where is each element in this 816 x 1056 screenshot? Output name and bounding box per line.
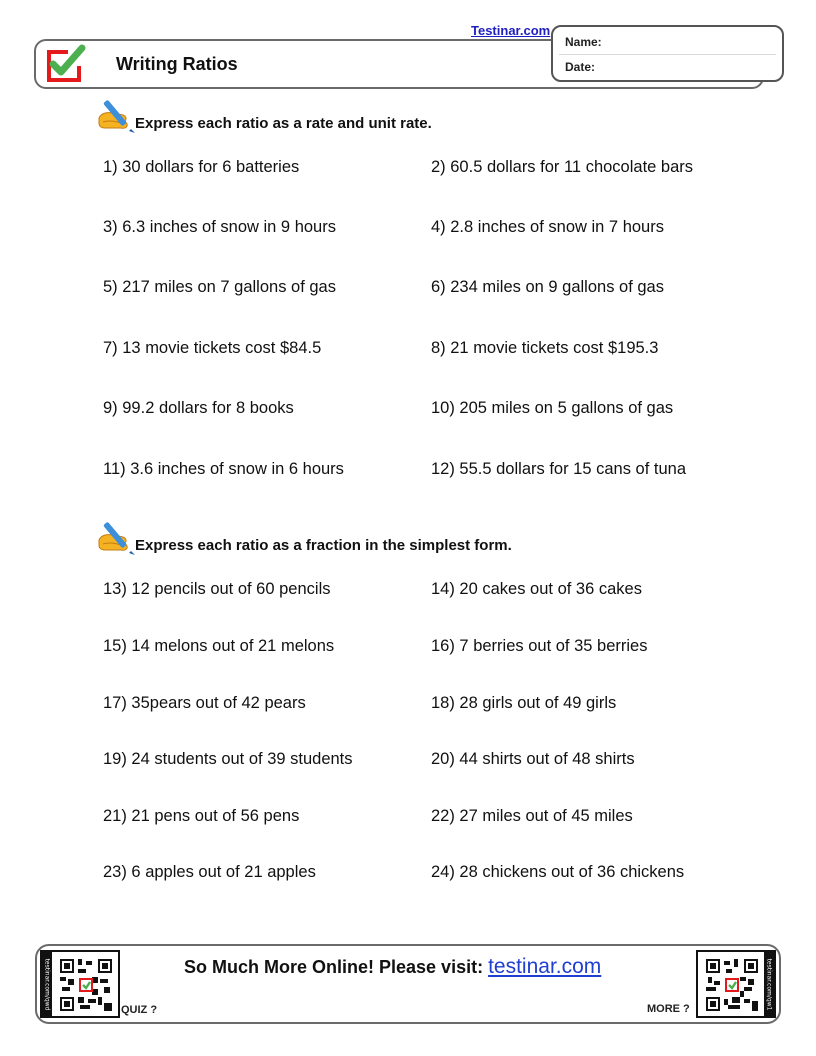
checkbox-check-icon [44, 44, 88, 84]
problem-2: 2) 60.5 dollars for 11 chocolate bars [431, 158, 694, 176]
problem-5: 5) 217 miles on 7 gallons of gas [103, 278, 336, 296]
problem-23: 23) 6 apples out of 21 apples [103, 863, 316, 881]
date-field-label[interactable]: Date: [565, 60, 596, 74]
problem-16: 16) 7 berries out of 35 berries [431, 637, 648, 655]
worksheet-title: Writing Ratios [116, 54, 238, 74]
problem-3: 3) 6.3 inches of snow in 9 hours [103, 218, 336, 236]
hand-pencil-icon [97, 518, 137, 556]
problem-21: 21) 21 pens out of 56 pens [103, 807, 300, 825]
name-date-divider [559, 54, 776, 55]
problem-20: 20) 44 shirts out of 48 shirts [431, 750, 635, 768]
hand-pencil-icon [97, 96, 137, 134]
problem-22: 22) 27 miles out of 45 miles [431, 807, 633, 825]
qr-caption-strip: testinar.com/qwd [42, 952, 52, 1016]
quiz-qr-code[interactable] [40, 950, 120, 1018]
qr-code-icon [706, 959, 758, 1011]
problem-17: 17) 35pears out of 42 pears [103, 694, 306, 712]
qr-caption-strip: testinar.com/qw1 [764, 952, 774, 1016]
problem-14: 14) 20 cakes out of 36 cakes [431, 580, 642, 598]
brand-link[interactable]: Testinar.com [471, 23, 551, 38]
problem-19: 19) 24 students out of 39 students [103, 750, 353, 768]
name-field-label[interactable]: Name: [565, 35, 602, 49]
problem-18: 18) 28 girls out of 49 girls [431, 694, 617, 712]
more-qr-code[interactable] [696, 950, 776, 1018]
name-date-box [551, 25, 784, 82]
section-2-instruction [97, 518, 512, 556]
testinar-link[interactable]: testinar.com [488, 955, 602, 978]
quiz-label[interactable]: QUIZ ? [121, 1004, 158, 1016]
problem-11: 11) 3.6 inches of snow in 6 hours [103, 460, 344, 478]
promo-text: So Much More Online! Please visit: testinar.com [184, 955, 602, 978]
problem-13: 13) 12 pencils out of 60 pencils [103, 580, 331, 598]
more-label[interactable]: MORE ? [647, 1003, 690, 1015]
problem-9: 9) 99.2 dollars for 8 books [103, 399, 294, 417]
problem-8: 8) 21 movie tickets cost $195.3 [431, 339, 659, 357]
problem-7: 7) 13 movie tickets cost $84.5 [103, 339, 322, 357]
qr-code-icon [60, 959, 112, 1011]
instruction-text: Express each ratio as a fraction in the simplest form. [135, 537, 512, 554]
problem-10: 10) 205 miles on 5 gallons of gas [431, 399, 674, 417]
problem-24: 24) 28 chickens out of 36 chickens [431, 863, 685, 881]
section-1-instruction [97, 96, 432, 134]
problem-15: 15) 14 melons out of 21 melons [103, 637, 335, 655]
problem-6: 6) 234 miles on 9 gallons of gas [431, 278, 664, 296]
instruction-text: Express each ratio as a rate and unit rate. [135, 115, 432, 132]
problem-4: 4) 2.8 inches of snow in 7 hours [431, 218, 664, 236]
problem-12: 12) 55.5 dollars for 15 cans of tuna [431, 460, 686, 478]
problem-1: 1) 30 dollars for 6 batteries [103, 158, 300, 176]
